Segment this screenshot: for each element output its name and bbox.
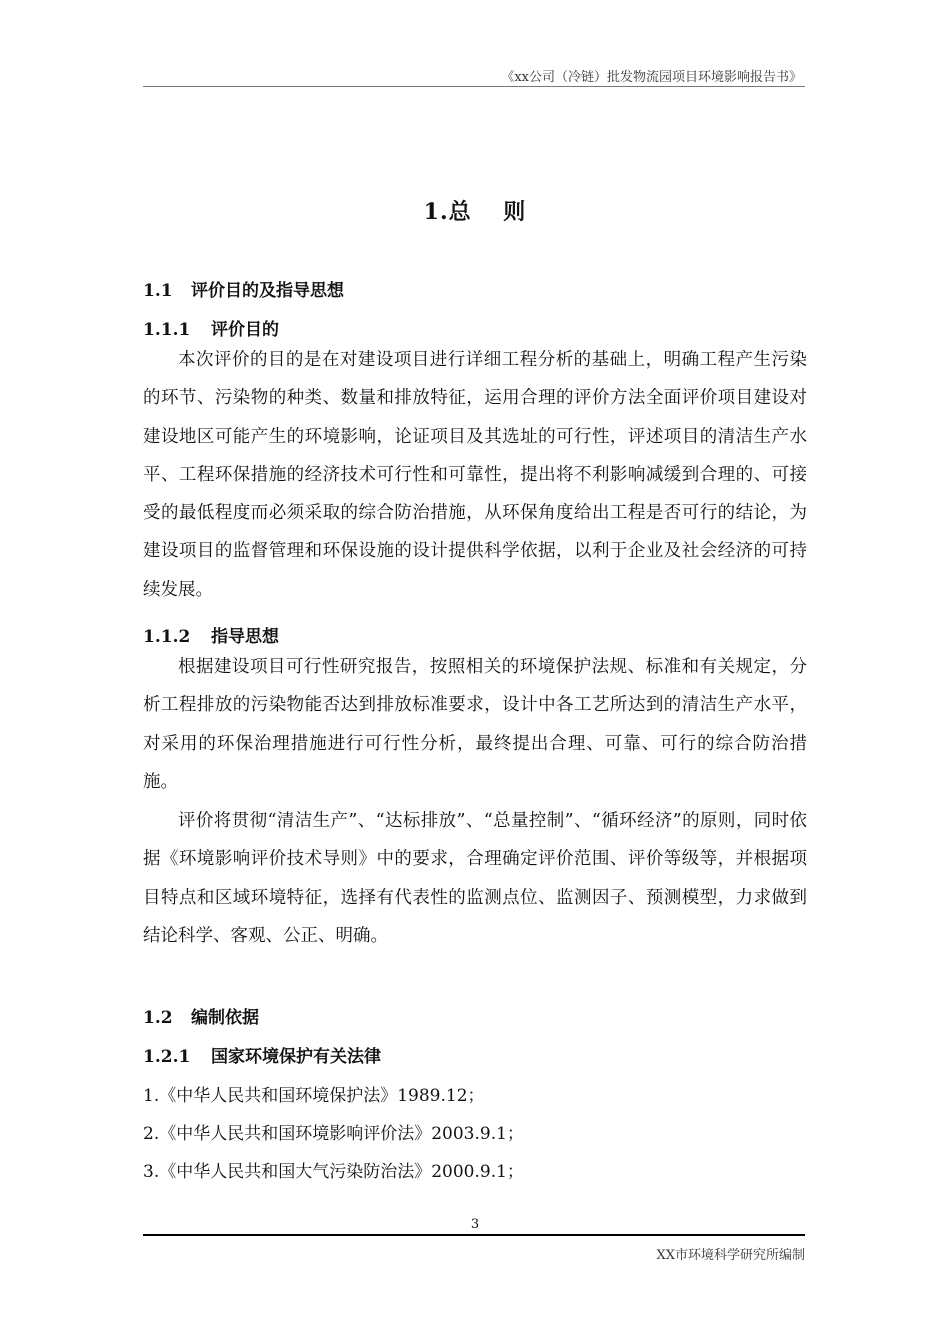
paragraph-purpose: 本次评价的目的是在对建设项目进行详细工程分析的基础上，明确工程产生污染的环节、污染物的种类、数量和排放特征，运用合理的评价方法全面评价项目建设对建设地区可能产生的环境影响，论证项目及其选址的可行性，评述项目的清洁生产水平、工程环保措施的经济技术可行性和可靠性，提出将不利影响减缓到合理的、可接受的最低程度而必须采取的综合防治措施，从环保角度给出工程是否可行的结论，为建设项目的监督管理和环保设施的设计提供科学依据，以利于企业及社会经济的可持续发展。 — [143, 350, 807, 600]
section-number: 1.1 — [143, 281, 173, 301]
section-title: 评价目的及指导思想 — [191, 281, 344, 301]
section-heading-1-2-1 — [143, 1042, 381, 1067]
list-item-law-2: 2.《中华人民共和国环境影响评价法》2003.9.1； — [143, 1124, 524, 1144]
section-number: 1.1.2 — [143, 627, 191, 647]
section-title: 评价目的 — [211, 320, 279, 340]
list-item-law-3: 3.《中华人民共和国大气污染防治法》2000.9.1； — [143, 1162, 524, 1182]
section-heading-1-2 — [143, 1003, 259, 1028]
section-title: 国家环境保护有关法律 — [211, 1047, 381, 1067]
section-title: 指导思想 — [211, 627, 279, 647]
paragraph-guide-2: 评价将贯彻“清洁生产”、“达标排放”、“总量控制”、“循环经济”的原则，同时依据《环境影响评价技术导则》中的要求，合理确定评价范围、评价等级等，并根据项目特点和区域环境特征，选择有代表性的监测点位、监测因子、预测模型，力求做到结论科学、客观、公正、明确。 — [143, 811, 807, 946]
footer-divider — [143, 1234, 805, 1236]
list-item-law-1: 1.《中华人民共和国环境保护法》1989.12； — [143, 1086, 485, 1106]
footer-organization: XX市环境科学研究所编制 — [656, 1248, 805, 1263]
running-header: 《xx公司（冷链）批发物流园项目环境影响报告书》 — [501, 70, 802, 85]
section-heading-1-1-1 — [143, 315, 279, 340]
section-title: 编制依据 — [191, 1008, 259, 1028]
section-number: 1.2 — [143, 1008, 173, 1028]
chapter-title: 1.总 则 — [423, 199, 527, 225]
section-number: 1.2.1 — [143, 1047, 191, 1067]
section-heading-1-1-2 — [143, 622, 279, 647]
header-divider — [143, 86, 805, 87]
paragraph-guide-1: 根据建设项目可行性研究报告，按照相关的环境保护法规、标准和有关规定，分析工程排放的污染物能否达到排放标准要求，设计中各工艺所达到的清洁生产水平，对采用的环保治理措施进行可行性分析，最终提出合理、可靠、可行的综合防治措施。 — [143, 657, 807, 792]
page-number: 3 — [470, 1217, 480, 1232]
section-number: 1.1.1 — [143, 320, 191, 340]
section-heading-1-1 — [143, 276, 344, 301]
